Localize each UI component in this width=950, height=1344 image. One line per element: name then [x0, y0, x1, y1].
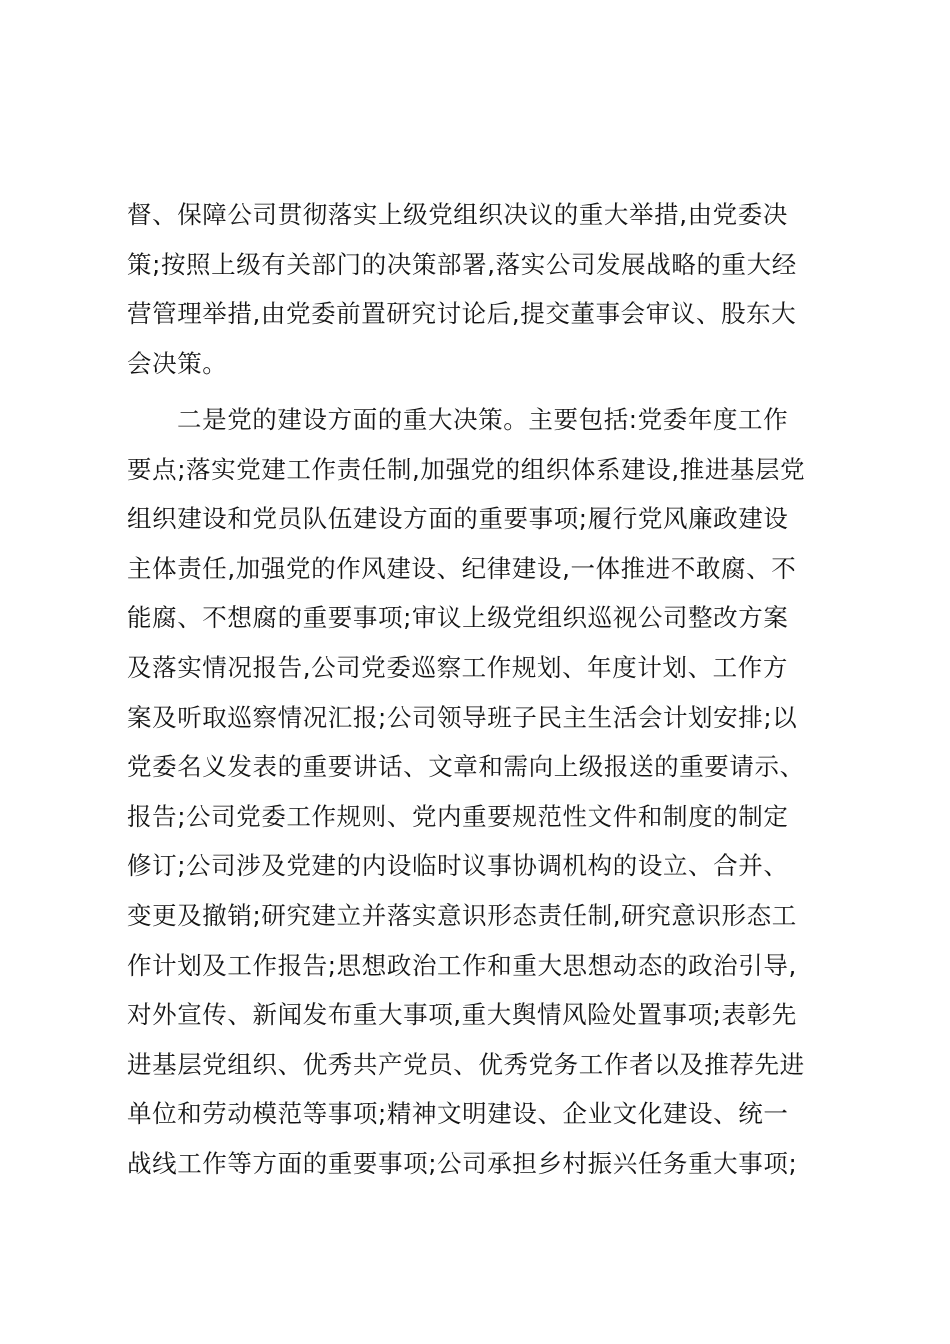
text-line: 单位和劳动模范等事项;精神文明建设、企业文化建设、统一	[127, 1099, 789, 1129]
text-line: 对外宣传、新闻发布重大事项,重大舆情风险处置事项;表彰先	[127, 1000, 797, 1030]
text-line: 作计划及工作报告;思想政治工作和重大思想动态的政治引导,	[127, 950, 797, 980]
paragraph-party-building-decisions	[127, 395, 827, 1189]
text-line: 组织建设和党员队伍建设方面的重要事项;履行党风廉政建设	[127, 504, 789, 534]
text-line: 党委名义发表的重要讲话、文章和需向上级报送的重要请示、	[127, 752, 805, 782]
text-line: 主体责任,加强党的作风建设、纪律建设,一体推进不敢腐、不	[127, 553, 797, 583]
text-line: 修订;公司涉及党建的内设临时议事协调机构的设立、合并、	[127, 851, 789, 881]
text-line: 会决策。	[127, 348, 228, 378]
text-line: 能腐、不想腐的重要事项;审议上级党组织巡视公司整改方案	[127, 603, 789, 633]
text-line: 督、保障公司贯彻落实上级党组织决议的重大举措,由党委决	[127, 200, 788, 229]
text-line: 要点;落实党建工作责任制,加强党的组织体系建设,推进基层党	[127, 454, 806, 484]
text-line: 报告;公司党委工作规则、党内重要规范性文件和制度的制定	[127, 801, 789, 831]
paragraph-continuation	[127, 190, 827, 388]
text-line: 策;按照上级有关部门的决策部署,落实公司发展战略的重大经	[127, 249, 797, 279]
text-line: 及落实情况报告,公司党委巡察工作规划、年度计划、工作方	[127, 652, 788, 682]
text-line: 变更及撤销;研究建立并落实意识形态责任制,研究意识形态工	[127, 900, 797, 930]
text-line: 案及听取巡察情况汇报;公司领导班子民主生活会计划安排;以	[127, 702, 798, 732]
text-line: 进基层党组织、优秀共产党员、优秀党务工作者以及推荐先进	[127, 1049, 805, 1079]
text-line: 营管理举措,由党委前置研究讨论后,提交董事会审议、股东大	[127, 299, 797, 329]
text-line-first-indented: 二是党的建设方面的重大决策。主要包括:党委年度工作	[177, 405, 789, 434]
text-line: 战线工作等方面的重要事项;公司承担乡村振兴任务重大事项;	[127, 1148, 798, 1178]
